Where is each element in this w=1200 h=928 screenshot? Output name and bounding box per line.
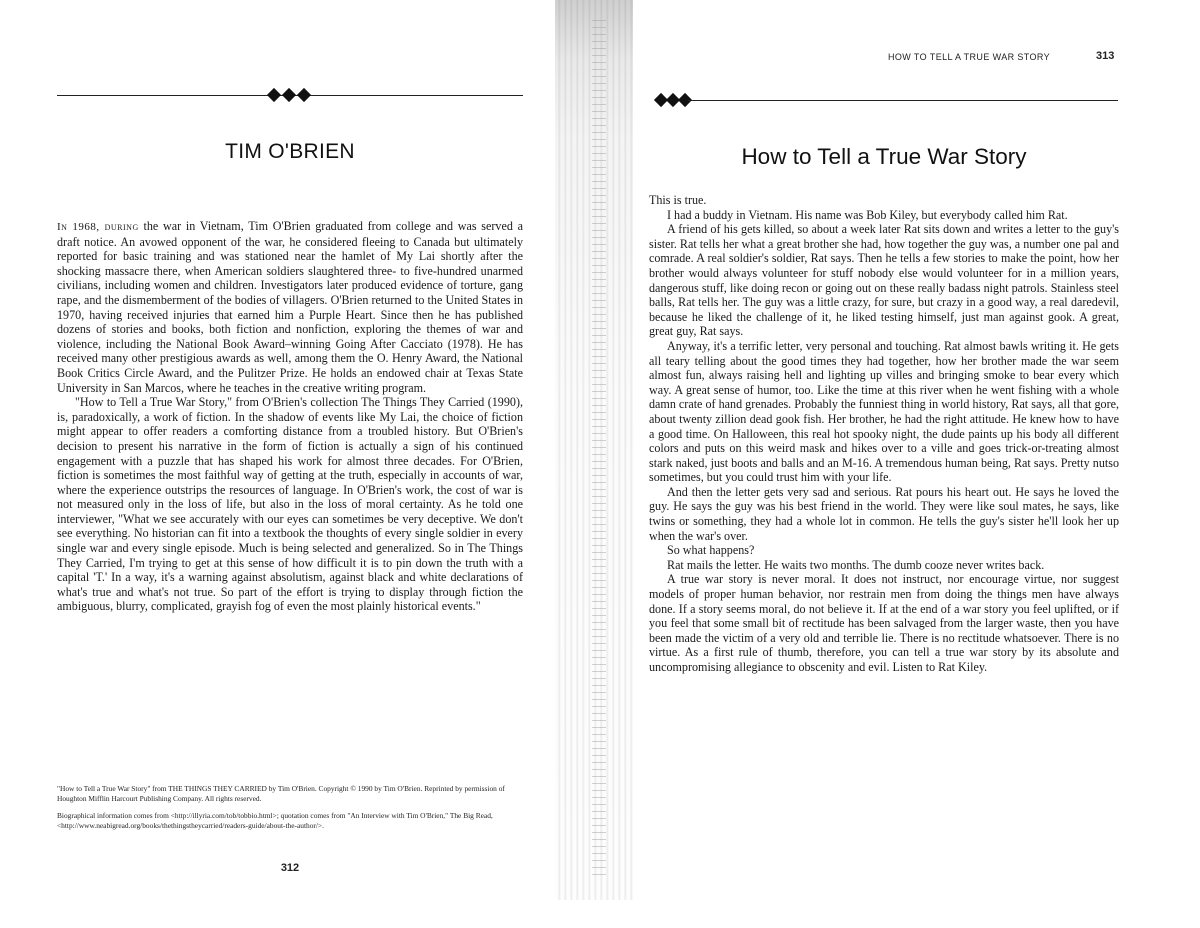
bio-paragraph-2: "How to Tell a True War Story," from O'Brien's collection The Things They Carried (1990), is, paradoxically, a work of fiction. In the shadow of events like My Lai, the choice of fiction might appear to offer readers a comforting distance from a troubled history. But O'Brien's decision to present his narrative in the form of fiction is actually a sign of his continued engagement with a puzzle that has shaped his work for almost three decades. For O'Brien, fiction is sometimes the most faithful way of getting at the truth, especially in accounts of war, where the experience outstrips the resources of language. In O'Brien's work, the cost of war is not measured only in the loss of life, but also in the loss of moral certainty. As he told one interviewer, "What we see accurately with our eyes can sometimes be very deceptive. We don't see everything. No historian can fit into a textbook the thoughts of every single soldier in every single war and every single episode. Much is being selected and generalized. So in The Things They Carried, I'm trying to get at this sense of how difficult it is to pin down the truth with a capital 'T.' In a way, it's a warning against absolutism, against black and white declarations of what's true and what's not true. So part of the effort is trying to display through fiction the ambiguous, blurry, complicated, grayish fog of even the most plainly historical events." (57, 395, 523, 614)
page-number-left: 312 (280, 862, 300, 874)
bio-lead-in: In 1968, during (57, 221, 139, 233)
running-head: HOW TO TELL A TRUE WAR STORY (888, 52, 1051, 62)
story-body (649, 193, 1119, 675)
bio-paragraph (57, 219, 523, 395)
ornament-rule (688, 100, 1118, 101)
diamond-icon (297, 88, 311, 102)
ornament-diamonds (267, 87, 317, 103)
diamond-icon (282, 88, 296, 102)
story-paragraph: Anyway, it's a terrific letter, very personal and touching. Rat almost bawls writing it. He gets all teary telling about the good times they had together, how her brother made the war seem almost fun, always raising hell and lighting up villes and bringing smoke to bear every which way. A great sense of humor, too. Like the time at this river when he went fishing with a whole damn crate of hand grenades. Probably the funniest thing in world history, Rat says, all that gore, about twenty zillion dead gook fish. Her brother, he had the right attitude. He knew how to have a good time. On Halloween, this real hot spooky night, the dude paints up his body all different colors and puts on this weird mask and hikes over to a ville and goes trick-or-treating almost stark naked, just boots and balls and an M-16. A tremendous human being, Rat says. Pretty nutso sometimes, but you could trust him with your life. (649, 338, 1119, 485)
story-paragraph: A true war story is never moral. It does not instruct, nor encourage virtue, nor suggest models of proper human behavior, nor restrain men from doing the things men have always done. If a story seems moral, do not believe it. If at the end of a war story you feel uplifted, or if you feel that some small bit of rectitude has been salvaged from the larger waste, then you have been made the victim of a very old and terrible lie. There is no rectitude whatsoever. There is no virtue. As a first rule of thumb, therefore, you can tell a true war story by its absolute and uncompromising allegiance to obscenity and evil. Listen to Rat Kiley. (649, 572, 1119, 674)
footnote-sources: Biographical information comes from <http://illyria.com/tob/tobbio.html>; quotation comes from "An Interview with Tim O'Brien," The Big Read, <http://www.neabigread.org/books/thethingstheycarried/readers-guide/about-the-author/>. (57, 811, 493, 830)
story-title: How to Tell a True War Story (741, 144, 1027, 169)
story-paragraph: I had a buddy in Vietnam. His name was Bob Kiley, but everybody called him Rat. (667, 207, 1068, 222)
author-biography (57, 219, 523, 614)
story-paragraph: And then the letter gets very sad and serious. Rat pours his heart out. He says he loved the guy. He says the guy was his best friend in the world. They were like soul mates, he says, like twins or something, they had a whole lot in common. He tells the guy's sister he'll look her up when the war's over. (649, 484, 1119, 543)
story-paragraph: A friend of his gets killed, so about a week later Rat sits down and writes a letter to the guy's sister. Rat tells her what a great brother she had, how together the guy was, a number one pal and comrade. A real soldier's soldier, Rat says. Then he tells a few stories to make the point, how her brother would always volunteer for stuff nobody else would volunteer for in a million years, dangerous stuff, like doing recon or going out on these really badass night patrols. Stainless steel balls, Rat tells her. The guy was a little crazy, for sure, but crazy in a good way, a real daredevil, because he liked the challenge of it, he liked testing himself, just man against gook. A great, great guy, Rat says. (649, 222, 1119, 339)
diamond-icon (267, 88, 281, 102)
page-number-right: 313 (1096, 50, 1115, 62)
gutter-speckle (592, 20, 606, 880)
bio-paragraph-1: the war in Vietnam, Tim O'Brien graduated from college and was served a draft notice. An avowed opponent of the war, he considered fleeing to Canada but ultimately reported for basic training and was stationed near the hamlet of My Lai shortly after the shocking massacre there, when American soldiers slaughtered three- to five-hundred unarmed civilians, including women and children. Investigators later produced evidence of torture, gang rape, and the dismemberment of the bodies of villagers. O'Brien returned to the United States in 1970, having received injuries that earned him a Purple Heart. Since then he has published dozens of stories and books, both fiction and nonfiction, exploring the themes of war and violence, including the National Book Award–winning Going After Cacciato (1978). He has received many other prestigious awards as well, among them the O. Henry Award, the National Book Critics Circle Award, and the Pulitzer Prize. He holds an endowed chair at Texas State University in San Marcos, where he teaches in the creative writing program. (57, 219, 523, 395)
story-paragraph: This is true. (649, 193, 707, 207)
footnote-copyright: "How to Tell a True War Story" from THE THINGS THEY CARRIED by Tim O'Brien. Copyright © 1990 by Tim O'Brien. Reprinted by permission of Houghton Mifflin Harcourt Publishing Company. All rights reserved. (57, 784, 505, 803)
author-heading: TIM O'BRIEN (225, 140, 355, 163)
story-paragraph: Rat mails the letter. He waits two months. The dumb cooze never writes back. (667, 557, 1045, 572)
footnotes (57, 784, 523, 838)
story-paragraph: So what happens? (667, 543, 755, 558)
